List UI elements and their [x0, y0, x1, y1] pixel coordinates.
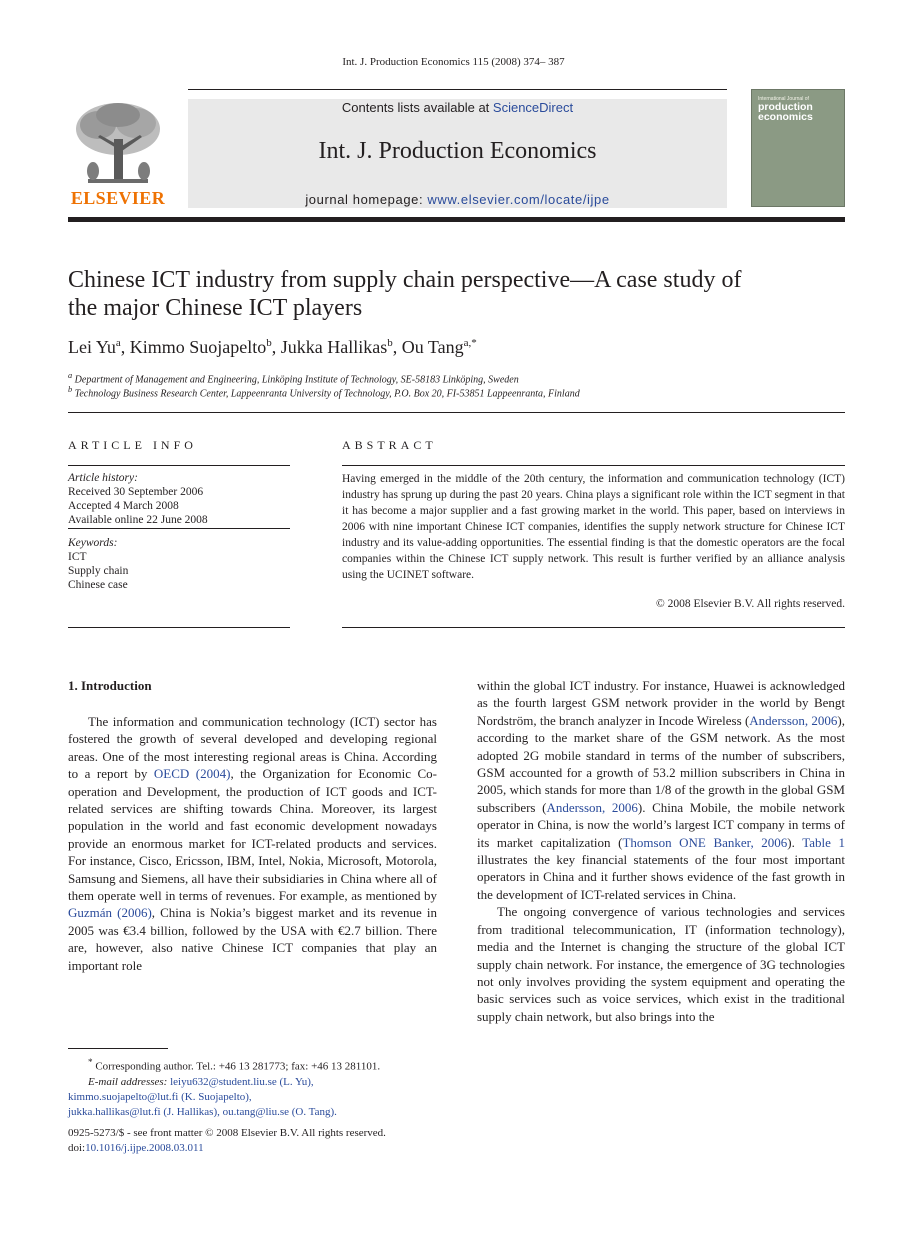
keyword: Supply chain [68, 565, 129, 577]
author-name[interactable]: Ou Tang [401, 337, 464, 357]
affiliation-b [68, 385, 848, 399]
citation-link[interactable]: Andersson, 2006 [546, 799, 638, 815]
text-run: , China is Nokia’s biggest market and its revenue in 2005 was €3.4 billion, followed by the USA with €2.7 billion. There are, however, also native Chinese ICT companies that play an important role [68, 905, 437, 973]
homepage-link[interactable]: www.elsevier.com/locate/ijpe [427, 192, 610, 207]
keywords-label: Keywords: [68, 537, 118, 549]
cover-line-3: economics [758, 111, 813, 123]
article-title [68, 266, 848, 322]
cover-line-2: production [758, 101, 813, 113]
history-received: Received 30 September 2006 [68, 486, 204, 498]
author-name[interactable]: Lei Yu [68, 337, 116, 357]
corresponding-author-footnote [68, 1055, 437, 1120]
author-affil-mark: b [266, 337, 272, 349]
abstract-body: Having emerged in the middle of the 20th century, the information and communication technology (ICT) industry has sprung up during the past 20 years. China plays a significant role within the ICT segment in that it has become a major supplier and a fast growing market in the world. This paper, based on interviews in 2006 with nine important Chinese ICT companies, identifies the supply network structure for Chinese ICT industry and its value-adding opportunities. The essential finding is that the domestic operators are the focal companies within the Chinese ICT supply network. This result is further verified by an alliance analysis using the UCINET software. [342, 473, 845, 581]
text-run: within the global ICT industry. For instance, Huawei is acknowledged as the fourth largest GSM network provider in the world by Bengt Nordström, the branch analyzer in Incode Wireless ( [477, 678, 845, 728]
homepage-line [188, 192, 727, 207]
paragraph [477, 677, 845, 903]
author-name[interactable]: Kimmo Suojapelto [129, 337, 267, 357]
affiliation-mark: b [68, 385, 73, 394]
citation-link[interactable]: Guzmán (2006) [68, 905, 152, 921]
contents-prefix: Contents lists available at [341, 100, 493, 115]
article-info-rule [68, 627, 290, 628]
text-run: ). [787, 834, 803, 850]
masthead-bottom-rule [68, 217, 845, 222]
email-link[interactable]: jukka.hallikas@lut.fi (J. Hallikas), [68, 1105, 220, 1118]
text-run: illustrates the key financial statements of the four most important operators in China and it further shows evidence of the fast growth in the development of ICT-related services in China. [477, 852, 845, 902]
contents-line [188, 100, 727, 115]
keyword: Chinese case [68, 579, 128, 591]
elsevier-wordmark: ELSEVIER [70, 188, 166, 208]
abstract-rule [342, 627, 845, 628]
affiliation-a [68, 371, 848, 385]
affiliation-text: Technology Business Research Center, Lappeenranta University of Technology, P.O. Box 20, FI-53851 Lappeenranta, Finland [74, 388, 580, 400]
author-list: Lei Yu$^a$, Kimmo Suojapelto$^b$, Jukka Hallikas$^b$, Ou Tang$^{a,*}$ [68, 337, 477, 357]
email-label: E-mail addresses: [88, 1075, 168, 1088]
author-affil-mark: a,* [463, 337, 477, 349]
text-run: ), according to the market share of the GSM network. As the most adopted 2G mobile standard in terms of the number of subscribers, GSM accounted for a growth of 53.2 million subscribers in China in 2005, which stands for more than 1/8 of the growth in the global GSM subscribers ( [477, 712, 845, 815]
cover-line-1: International Journal of [758, 96, 809, 102]
email-link[interactable]: ou.tang@liu.se (O. Tang). [222, 1105, 337, 1118]
keywords-block [68, 536, 128, 592]
affiliation-mark: a [68, 371, 73, 380]
doi-link[interactable]: 10.1016/j.ijpe.2008.03.011 [85, 1142, 204, 1154]
citation-link[interactable]: OECD (2004) [153, 766, 231, 782]
doi-label: doi: [68, 1142, 86, 1154]
front-matter-footer [68, 1126, 437, 1156]
text-run: , the Organization for Economic Co-operation and Development, the production of ICT goods and ICT-related services are shifting towards China. Moreover, its largest population in the world and fast economic development nowadays provide an enormous market for ICT-related products and services. For instance, Cisco, Ericsson, IBM, Intel, Nokia, Microsoft, Motorola, Samsung and Siemens, all have their subsidiaries in China where all of them operate well in terms of revenues. For example, as mentioned by [68, 766, 438, 904]
text-run: The information and communication technology (ICT) sector has fostered the growth of several developed and developing regional areas. One of the most interesting regional areas is China. According to a report by [68, 714, 437, 782]
affiliation-rule [68, 412, 845, 413]
article-info-rule [68, 465, 290, 466]
article-info-rule [68, 528, 290, 529]
issn-line: 0925-5273/$ - see front matter © 2008 Elsevier B.V. All rights reserved. [68, 1127, 386, 1139]
email-link[interactable]: leiyu632@student.liu.se (L. Yu), [170, 1075, 314, 1088]
body-column-left [68, 713, 437, 974]
author-name[interactable]: Jukka Hallikas [280, 337, 388, 357]
corresponding-text: Corresponding author. Tel.: +46 13 281773; fax: +46 13 281101. [92, 1060, 381, 1073]
sciencedirect-link[interactable]: ScienceDirect [492, 100, 574, 115]
running-head: Int. J. Production Economics 115 (2008) 374– 387 [342, 56, 565, 68]
abstract-copyright: © 2008 Elsevier B.V. All rights reserved. [656, 598, 845, 610]
text-run: ). China Mobile, the mobile network operator in China, is now the world’s largest ICT company in terms of its market capitalization ( [477, 799, 845, 850]
table-reference-link[interactable]: Table 1 [802, 834, 845, 850]
article-info-heading: ARTICLE INFO [68, 438, 197, 452]
citation-link[interactable]: Andersson, 2006 [749, 712, 838, 728]
abstract-heading: ABSTRACT [342, 438, 437, 452]
abstract-rule [342, 465, 845, 466]
elsevier-logo [68, 99, 168, 209]
footnote-star: * [88, 1057, 93, 1067]
email-link[interactable]: kimmo.suojapelto@lut.fi (K. Suojapelto), [68, 1090, 252, 1103]
citation-link[interactable]: Thomson ONE Banker, 2006 [622, 834, 788, 850]
article-history [68, 471, 208, 527]
body-column-right [477, 677, 845, 1025]
journal-cover[interactable] [751, 89, 845, 207]
affiliation-text: Department of Management and Engineering, Linköping Institute of Technology, SE-58183 Linköping, Sweden [74, 374, 519, 386]
title-line-1: Chinese ICT industry from supply chain perspective—A case study of [68, 267, 742, 293]
footnote-rule [68, 1048, 168, 1049]
paragraph [68, 713, 437, 974]
masthead-top-rule [188, 89, 727, 90]
history-label: Article history: [68, 472, 138, 484]
keyword: ICT [68, 551, 87, 563]
history-accepted: Accepted 4 March 2008 [68, 500, 179, 512]
paragraph: The ongoing convergence of various technologies and services from traditional telecommunication, IT (information technology), media and the Internet is changing the structure of the global ICT supply chain network. For instance, the emergence of 3G technologies not only involves providing the system equipment and operating the basic services such as voice services, which exist in the traditional supply chain network, but also brings into the [477, 904, 845, 1024]
title-line-2: the major Chinese ICT players [68, 295, 363, 321]
journal-title: Int. J. Production Economics [318, 138, 597, 164]
author-affil-mark: b [387, 337, 393, 349]
tree-of-knowledge-icon [68, 99, 168, 189]
history-online: Available online 22 June 2008 [68, 514, 208, 526]
section-heading-introduction: 1. Introduction [68, 678, 152, 693]
author-affil-mark: a [115, 337, 121, 349]
homepage-prefix: journal homepage: [305, 192, 428, 207]
